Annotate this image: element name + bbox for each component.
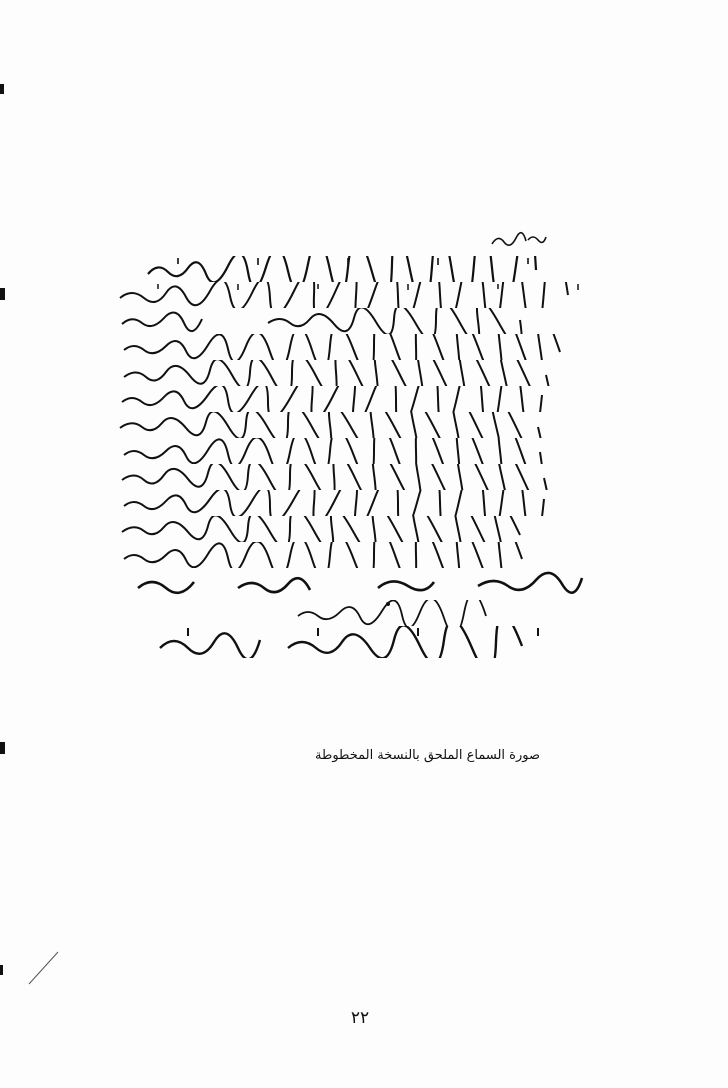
manuscript-line <box>118 626 596 658</box>
manuscript-image <box>118 228 596 658</box>
scan-edge-mark <box>0 965 3 975</box>
scan-edge-mark <box>0 742 5 754</box>
manuscript-line <box>118 386 596 412</box>
figure-caption: صورة السماع الملحق بالنسخة المخطوطة <box>315 748 540 763</box>
manuscript-line <box>118 256 596 282</box>
pen-stroke-mark <box>26 950 62 986</box>
manuscript-line <box>118 334 596 360</box>
manuscript-line <box>118 568 596 598</box>
manuscript-line <box>118 516 596 542</box>
manuscript-line <box>118 282 596 308</box>
manuscript-line <box>118 600 596 626</box>
manuscript-line <box>118 412 596 438</box>
manuscript-line <box>118 360 596 386</box>
manuscript-line <box>118 464 596 490</box>
scan-edge-mark <box>0 84 4 94</box>
manuscript-line <box>118 308 596 334</box>
scan-edge-mark <box>0 288 5 300</box>
manuscript-line <box>118 490 596 516</box>
manuscript-header-scribble <box>488 228 548 250</box>
manuscript-line <box>118 438 596 464</box>
page-number: ٢٢ <box>350 1008 370 1028</box>
manuscript-line <box>118 542 596 568</box>
